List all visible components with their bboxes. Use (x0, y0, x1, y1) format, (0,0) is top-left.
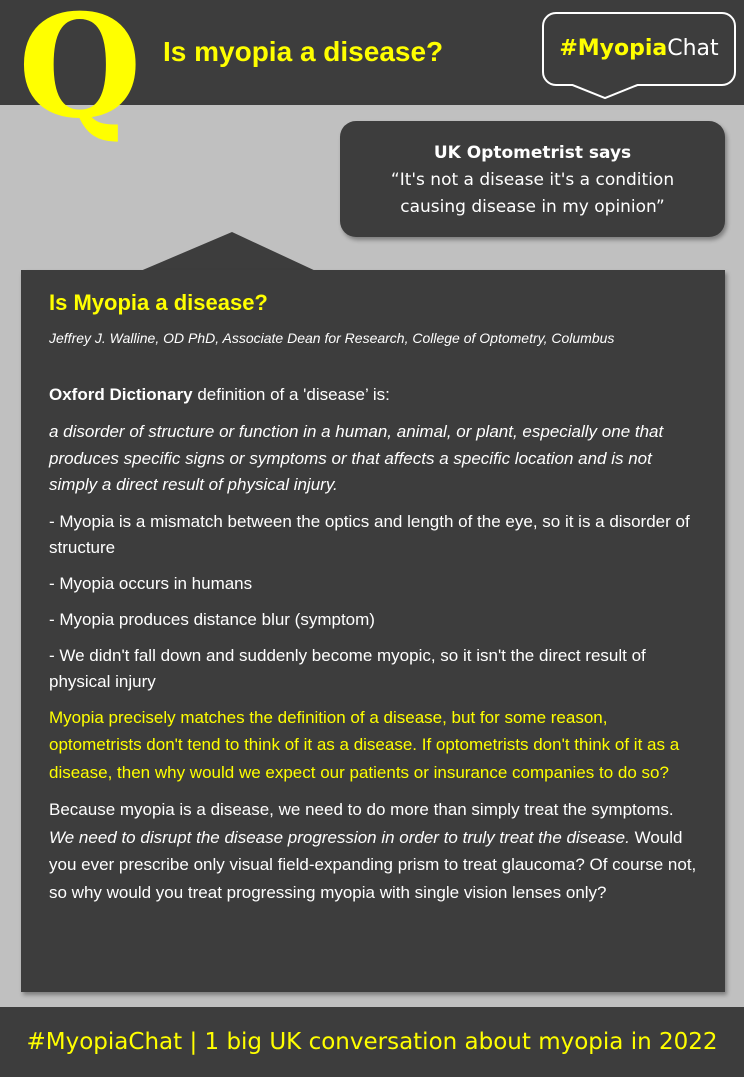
hashtag-badge (542, 12, 736, 86)
list-item: - Myopia occurs in humans (49, 573, 253, 593)
quote-bubble (340, 121, 725, 237)
header-bar (0, 0, 744, 150)
footer-banner: #MyopiaChat | 1 big UK conversation about myopia in 2022 (0, 1007, 744, 1077)
article-panel (21, 270, 725, 992)
hashtag-part-myopia: #Myopia (559, 36, 668, 61)
closing-paragraph (49, 796, 697, 906)
panel-pointer-icon (138, 232, 318, 274)
closing-end: Would you ever prescribe only visual field-expanding prism to treat glaucoma? Of course not, so why would you treat progressing myopia with single vision lenses only? (49, 827, 697, 902)
closing-start: Because myopia is a disease, we need to do more than simply treat the symptoms. (49, 800, 674, 819)
article-title: Is Myopia a disease? (49, 290, 268, 315)
article-author: Jeffrey J. Walline, OD PhD, Associate Dean for Research, College of Optometry, Columbus (49, 330, 615, 346)
closing-emphasis: We need to disrupt the disease progression in order to truly treat the disease. (49, 827, 630, 847)
hashtag-part-chat: Chat (667, 36, 719, 61)
definition-source: Oxford Dictionary (49, 385, 193, 404)
list-item: - Myopia produces distance blur (symptom) (49, 609, 375, 629)
definition-intro (49, 382, 697, 408)
quote-speaker: UK Optometrist says (433, 143, 632, 163)
highlight-paragraph: Myopia precisely matches the definition of a disease, but for some reason, optometrists don't tend to think of it as a disease. If optometrists don't think of it as a disease, then why would we expect our patients or insurance companies to do so? (49, 707, 680, 782)
hashtag-text (544, 36, 734, 61)
page-title: Is myopia a disease? (163, 36, 444, 67)
definition-text: a disorder of structure or function in a human, animal, or plant, especially one that produces specific signs or symptoms or that affects a specific location and is not simply a direct result of physical injury. (49, 422, 664, 494)
definition-intro-text: definition of a 'disease’ is: (192, 385, 390, 404)
list-item: - We didn't fall down and suddenly become myopic, so it isn't the direct result of physical injury (49, 645, 646, 691)
speech-tail-icon (570, 84, 640, 100)
q-logo: Q (18, 0, 142, 150)
list-item: - Myopia is a mismatch between the optics and length of the eye, so it is a disorder of structure (49, 511, 690, 557)
quote-text: “It's not a disease it's a condition causing disease in my opinion” (390, 170, 675, 217)
